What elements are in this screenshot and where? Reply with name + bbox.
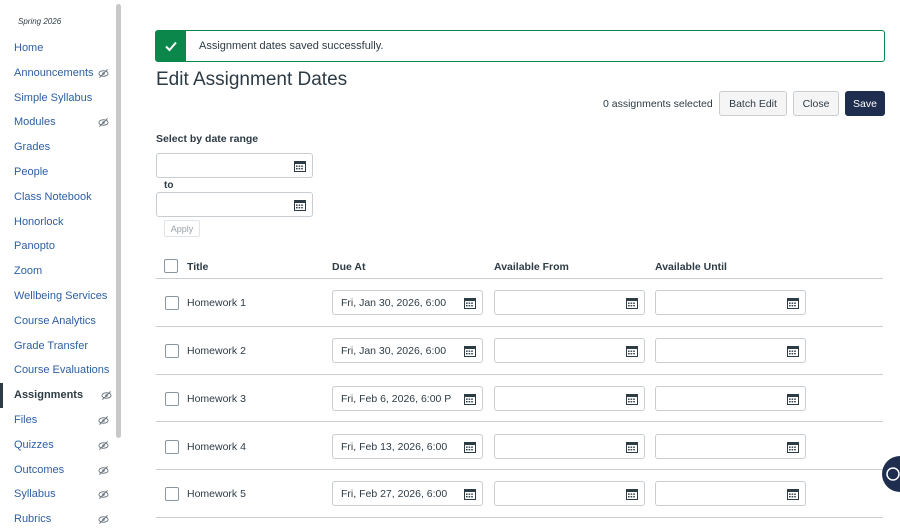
sidebar-item-home[interactable] [0, 36, 124, 61]
course-nav-sidebar [0, 0, 124, 526]
alert-message: Assignment dates saved successfully. [199, 40, 384, 52]
row-checkbox[interactable] [165, 296, 179, 310]
sidebar-item-syllabus[interactable] [0, 482, 124, 507]
row-checkbox[interactable] [165, 344, 179, 358]
row-divider [156, 517, 883, 518]
column-header-due-at: Due At [332, 261, 366, 273]
assignment-title: Homework 3 [187, 393, 246, 405]
hidden-eye-icon [98, 117, 109, 128]
sidebar-item-grades[interactable] [0, 135, 124, 160]
sidebar-scrollbar[interactable] [116, 4, 121, 438]
sidebar-item-quizzes[interactable] [0, 433, 124, 458]
column-header-available-until: Available Until [655, 261, 727, 273]
hidden-eye-icon [98, 489, 109, 500]
calendar-icon[interactable] [464, 441, 476, 453]
calendar-icon[interactable] [464, 393, 476, 405]
available-from-input[interactable] [494, 290, 645, 315]
term-label: Spring 2026 [18, 17, 62, 26]
calendar-icon[interactable] [626, 297, 638, 309]
sidebar-item-label: Course Evaluations [14, 364, 110, 377]
sidebar-item-course-analytics[interactable] [0, 309, 124, 334]
due-at-input[interactable] [332, 481, 483, 506]
available-from-input[interactable] [494, 338, 645, 363]
sidebar-item-label: Honorlock [14, 215, 64, 228]
row-divider [156, 421, 883, 422]
row-divider [156, 469, 883, 470]
row-checkbox[interactable] [165, 440, 179, 454]
sidebar-item-rubrics[interactable] [0, 507, 124, 532]
checkmark-icon [156, 31, 186, 61]
calendar-icon[interactable] [464, 488, 476, 500]
calendar-icon[interactable] [464, 297, 476, 309]
sidebar-item-zoom[interactable] [0, 259, 124, 284]
calendar-icon[interactable] [787, 345, 799, 357]
sidebar-item-label: Simple Syllabus [14, 91, 93, 104]
sidebar-item-label: Panopto [14, 240, 55, 253]
due-at-value: Fri, Jan 30, 2026, 6:00 [341, 297, 447, 309]
sidebar-item-grade-transfer[interactable] [0, 334, 124, 359]
sidebar-item-label: Outcomes [14, 463, 65, 476]
table-header-divider [156, 278, 883, 279]
column-header-available-from: Available From [494, 261, 569, 273]
hidden-eye-icon [101, 390, 112, 401]
help-icon [886, 467, 900, 481]
available-from-input[interactable] [494, 481, 645, 506]
sidebar-item-label: Quizzes [14, 438, 54, 451]
sidebar-item-wellbeing-services[interactable] [0, 284, 124, 309]
calendar-icon[interactable] [787, 488, 799, 500]
sidebar-item-honorlock[interactable] [0, 210, 124, 235]
date-range-label: Select by date range [156, 133, 259, 145]
calendar-icon[interactable] [294, 160, 306, 172]
calendar-icon[interactable] [787, 297, 799, 309]
range-end-input[interactable] [156, 192, 313, 217]
available-until-input[interactable] [655, 386, 806, 411]
apply-button[interactable]: Apply [164, 220, 200, 237]
due-at-input[interactable] [332, 386, 483, 411]
sidebar-item-label: Zoom [14, 265, 43, 278]
due-at-input[interactable] [332, 434, 483, 459]
column-header-title: Title [187, 261, 209, 273]
sidebar-item-people[interactable] [0, 160, 124, 185]
calendar-icon[interactable] [626, 393, 638, 405]
sidebar-item-label: Course Analytics [14, 314, 96, 327]
due-at-value: Fri, Feb 6, 2026, 6:00 P [341, 393, 452, 405]
sidebar-item-label: Assignments [14, 389, 84, 402]
course-nav-list [0, 36, 124, 532]
calendar-icon[interactable] [294, 199, 306, 211]
sidebar-item-announcements[interactable] [0, 61, 124, 86]
sidebar-item-simple-syllabus[interactable] [0, 86, 124, 111]
sidebar-item-label: Syllabus [14, 488, 56, 501]
select-all-checkbox[interactable] [164, 259, 178, 273]
row-divider [156, 374, 883, 375]
sidebar-item-class-notebook[interactable] [0, 185, 124, 210]
sidebar-item-panopto[interactable] [0, 234, 124, 259]
calendar-icon[interactable] [626, 345, 638, 357]
available-until-input[interactable] [655, 338, 806, 363]
sidebar-item-label: People [14, 165, 49, 178]
assignment-title: Homework 5 [187, 488, 246, 500]
sidebar-item-label: Wellbeing Services [14, 289, 108, 302]
row-checkbox[interactable] [165, 392, 179, 406]
due-at-value: Fri, Feb 13, 2026, 6:00 [341, 441, 448, 453]
assignment-title: Homework 2 [187, 345, 246, 357]
hidden-eye-icon [98, 514, 109, 525]
range-start-input[interactable] [156, 153, 313, 178]
due-at-value: Fri, Jan 30, 2026, 6:00 [341, 345, 447, 357]
calendar-icon[interactable] [626, 488, 638, 500]
sidebar-item-files[interactable] [0, 408, 124, 433]
success-alert [155, 30, 885, 62]
hidden-eye-icon [98, 415, 109, 426]
sidebar-item-label: Home [14, 42, 44, 54]
available-until-input[interactable] [655, 434, 806, 459]
sidebar-item-label: Announcements [14, 66, 94, 79]
range-to-label: to [164, 180, 174, 191]
assignment-title: Homework 1 [187, 297, 246, 309]
sidebar-item-label: Files [14, 413, 38, 426]
hidden-eye-icon [98, 465, 109, 476]
calendar-icon[interactable] [626, 441, 638, 453]
calendar-icon[interactable] [464, 345, 476, 357]
sidebar-item-assignments[interactable] [0, 383, 124, 408]
batch-edit-button[interactable]: Batch Edit [719, 91, 787, 116]
available-until-input[interactable] [655, 481, 806, 506]
sidebar-item-label: Grades [14, 141, 51, 154]
calendar-icon[interactable] [787, 393, 799, 405]
sidebar-item-label: Grade Transfer [14, 339, 88, 352]
close-button[interactable]: Close [793, 91, 839, 116]
page-title: Edit Assignment Dates [156, 69, 348, 90]
save-button[interactable]: Save [845, 91, 885, 116]
sidebar-item-label: Modules [14, 116, 56, 129]
hidden-eye-icon [98, 68, 109, 79]
sidebar-item-outcomes[interactable] [0, 458, 124, 483]
available-until-input[interactable] [655, 290, 806, 315]
sidebar-item-label: Class Notebook [14, 190, 92, 203]
available-from-input[interactable] [494, 434, 645, 459]
sidebar-item-course-evaluations[interactable] [0, 358, 124, 383]
row-divider [156, 326, 883, 327]
due-at-input[interactable] [332, 290, 483, 315]
assignment-title: Homework 4 [187, 441, 246, 453]
due-at-input[interactable] [332, 338, 483, 363]
hidden-eye-icon [98, 440, 109, 451]
due-at-value: Fri, Feb 27, 2026, 6:00 [341, 488, 448, 500]
calendar-icon[interactable] [787, 441, 799, 453]
sidebar-item-label: Rubrics [14, 513, 52, 526]
row-checkbox[interactable] [165, 487, 179, 501]
available-from-input[interactable] [494, 386, 645, 411]
help-button[interactable] [882, 456, 900, 492]
sidebar-item-modules[interactable] [0, 110, 124, 135]
selected-count: 0 assignments selected [603, 98, 713, 110]
